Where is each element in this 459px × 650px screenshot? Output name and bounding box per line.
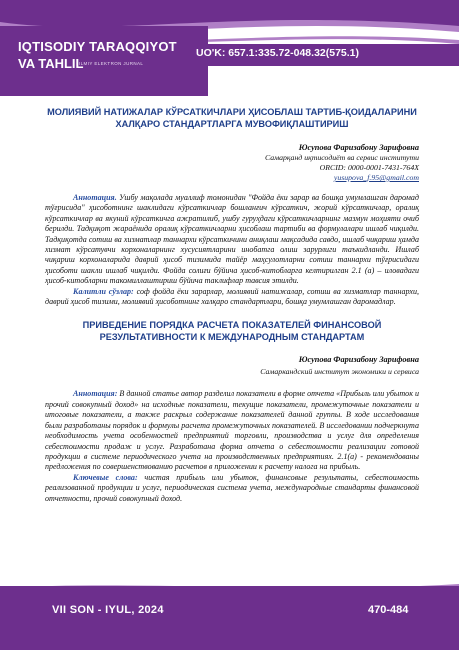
article-title-uz: МОЛИЯВИЙ НАТИЖАЛАР КЎРСАТКИЧЛАРИ ҲИСОБЛАШ ТАРТИБ-ҚОИДАЛАРИНИ ХАЛҚАРО СТАНДАРТЛАРГА МУВОФИҚЛАШТИРИШ xyxy=(47,107,417,129)
affiliation-uz: Самарқанд иқтисодиёт ва сервис институти xyxy=(264,153,419,162)
abstract-label-ru: Аннотация: xyxy=(73,389,118,399)
abstract-text-uz: Ушбу мақолада муаллиф томонидан "Фойда ёки зарар ва бошқа умумлашган даромад тўғрисида" ҳисоботнинг шаклидаги кўрсаткичлар бошланғич кўрсаткич, жорий кўрсаткичлар, оралиқ кўрсаткичлар ва якуний кўрсаткичга ажратилиб, ушбу гуруҳдаги кўрсаткичларнинг мазмун моҳияти очиб берилди. Тадқиқот жараёнида оралиқ кўрсаткичларни ҳисоблаш тартиби ва формулалари ишлаб чиқилди. Тадқиқотда сотиш ва хизматлар таннархи кўрсаткичини аниқлаш мақсадида савдо, ишлаб чиқариш ҳамда хизмат кўрсатувчи корхоналарнинг хусусиятларини инобатга олиш зарурлиги таъкидланди. Ишлаб чиқариш корхоналарида даврий ҳисоб тизимида тайёр маҳсулотларни сотиш таннархи тўғрисидаги ҳисоботи шакли ишлаб чиқилди. Фойда солиғи бўйича ҳисоб-китобларга келтирилган 2.1 (а) – иловадаги ҳисоб-китобларни такомиллаштириш бўйича таклифлар тавсия этилди. xyxy=(45,193,419,286)
keywords-label-uz: Калитли сўзлар: xyxy=(73,286,134,296)
author-email-link[interactable]: yusupova_f.95@gmail.com xyxy=(333,173,419,182)
abstract-text-ru: В данной статье автор разделил показатели в форме отчета «Прибыль или убыток и прочий совокупный доход» на исходные показатели, текущие показатели, промежуточные показатели и итоговые показатели, а также раскрыл содержание показателей данной группы. В ходе исследования были разработаны порядок и формулы расчета промежуточных показателей. В исследовании подчеркнута необходимость учета особенностей предприятий торговли, производства и услуг для определения себестоимости продаж и услуг. Разработана форма отчета о себестоимости реализации готовой продукции в системе периодического учета на производственных предприятиях. 2.1(а) - рекомендованы предложения по совершенствованию расчетов в приложении к расчету налога на прибыль. xyxy=(45,389,420,472)
author-name-uz: Юсупова Фаризабону Зарифовна xyxy=(298,143,419,152)
article-title-ru: ПРИВЕДЕНИЕ ПОРЯДКА РАСЧЕТА ПОКАЗАТЕЛЕЙ ФИНАНСОВОЙ РЕЗУЛЬТАТИВНОСТИ К МЕЖДУНАРОДНЫМ СТАНДАРТАМ xyxy=(82,320,382,343)
keywords-text-uz: соф фойда ёки зарарлар, молиявий натижалар, сотиш ва хизматлар таннархи, даврий ҳисоб тизими, молиявий ҳисоботнинг халқаро стандартлари, бошқа умумлашган даромадлар. xyxy=(45,286,419,307)
author-name-ru: Юсупова Фаризабону Зарифовна xyxy=(298,355,419,365)
abstract-ru xyxy=(45,389,419,472)
article-body xyxy=(45,106,419,504)
journal-header xyxy=(0,0,459,96)
keywords-ru xyxy=(45,473,419,504)
journal-logo-tagline: ILMIY ELEKTRON JURNAL xyxy=(79,61,144,66)
udk-code: UO'K: 657.1:335.72-048.32(575.1) xyxy=(196,47,360,59)
journal-footer xyxy=(0,586,459,650)
issue-label: VII SON - IYUL, 2024 xyxy=(52,604,164,616)
abstract-label-uz: Аннотация. xyxy=(73,193,117,202)
affiliation-ru: Самаркандский институт экономики и сервиса xyxy=(260,367,419,377)
keywords-uz xyxy=(45,287,419,308)
orcid: ORCID: 0000-0001-7431-764X xyxy=(319,163,419,172)
keywords-label-ru: Ключевые слова: xyxy=(73,472,138,482)
journal-logo-subtitle: VA TAHLIL xyxy=(18,56,84,71)
journal-logo-title: IQTISODIY TARAQQIYOT xyxy=(18,39,177,54)
keywords-text-ru: чистая прибыль или убыток, финансовые результаты, себестоимость реализованной продукции и услуг, периодическая система учета, международные стандарты финансовой отчетности, прочий совокупный доход. xyxy=(45,472,419,503)
abstract-uz xyxy=(45,193,419,287)
page-range: 470-484 xyxy=(368,604,409,616)
